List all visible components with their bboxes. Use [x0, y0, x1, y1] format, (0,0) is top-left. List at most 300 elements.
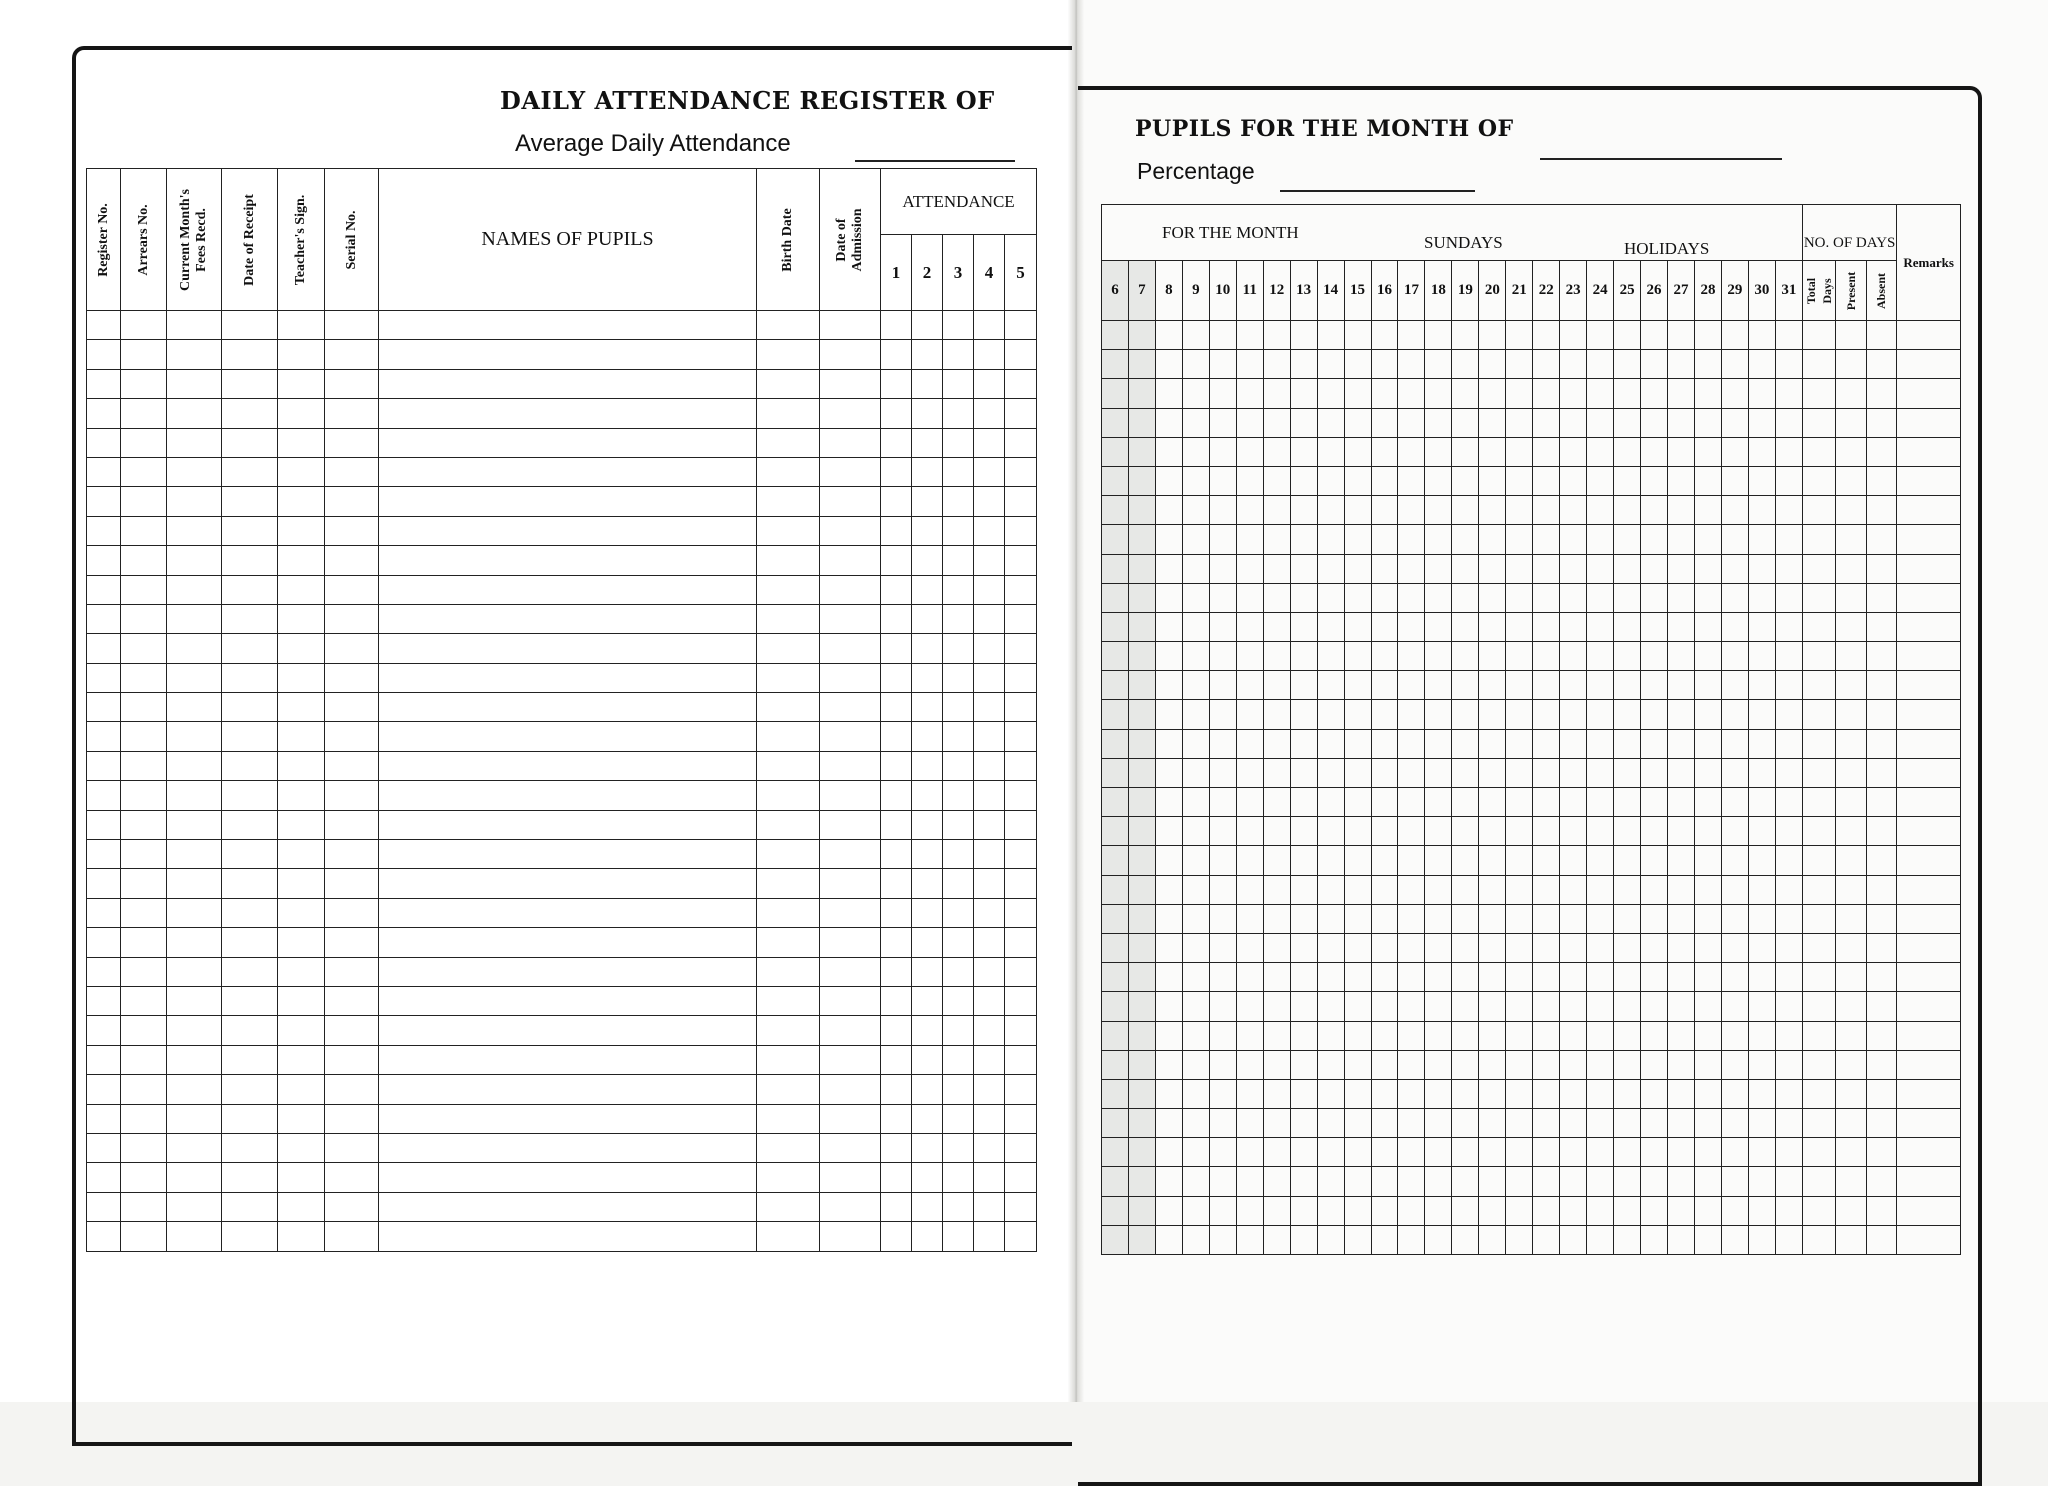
attendance-cell[interactable]	[1398, 642, 1425, 671]
attendance-cell[interactable]	[1209, 321, 1236, 350]
register-cell[interactable]	[1005, 722, 1037, 751]
register-cell[interactable]	[278, 663, 325, 692]
table-row[interactable]	[87, 457, 1037, 486]
attendance-cell[interactable]	[1155, 554, 1182, 583]
table-row[interactable]	[87, 1104, 1037, 1133]
attendance-cell[interactable]	[1182, 642, 1209, 671]
attendance-cell[interactable]	[1155, 788, 1182, 817]
register-cell[interactable]	[278, 840, 325, 869]
register-cell[interactable]	[278, 399, 325, 428]
register-cell[interactable]	[881, 1016, 912, 1045]
register-cell[interactable]	[379, 986, 757, 1015]
register-cell[interactable]	[121, 1016, 167, 1045]
attendance-cell[interactable]	[1344, 963, 1371, 992]
attendance-cell[interactable]	[1748, 1021, 1775, 1050]
attendance-cell[interactable]	[1668, 379, 1695, 408]
register-cell[interactable]	[278, 457, 325, 486]
attendance-cell[interactable]	[1694, 379, 1721, 408]
attendance-cell[interactable]	[1614, 729, 1641, 758]
attendance-cell[interactable]	[1425, 758, 1452, 787]
attendance-cell[interactable]	[1802, 992, 1835, 1021]
attendance-cell[interactable]	[1533, 875, 1560, 904]
attendance-cell[interactable]	[1614, 875, 1641, 904]
attendance-cell[interactable]	[1694, 408, 1721, 437]
register-cell[interactable]	[1005, 604, 1037, 633]
attendance-cell[interactable]	[1479, 437, 1506, 466]
register-cell[interactable]	[379, 1104, 757, 1133]
attendance-cell[interactable]	[1479, 1196, 1506, 1225]
attendance-cell[interactable]	[1344, 729, 1371, 758]
attendance-cell[interactable]	[1560, 1225, 1587, 1254]
attendance-cell[interactable]	[1897, 933, 1961, 962]
attendance-cell[interactable]	[1371, 700, 1398, 729]
register-cell[interactable]	[881, 634, 912, 663]
attendance-cell[interactable]	[1560, 1109, 1587, 1138]
attendance-cell[interactable]	[1236, 350, 1263, 379]
register-cell[interactable]	[278, 604, 325, 633]
attendance-cell[interactable]	[1614, 437, 1641, 466]
attendance-cell[interactable]	[1263, 904, 1290, 933]
attendance-cell[interactable]	[1102, 642, 1129, 671]
register-cell[interactable]	[87, 840, 121, 869]
attendance-cell[interactable]	[1128, 904, 1155, 933]
register-cell[interactable]	[222, 722, 278, 751]
register-cell[interactable]	[912, 634, 943, 663]
attendance-cell[interactable]	[1317, 817, 1344, 846]
attendance-cell[interactable]	[1835, 350, 1866, 379]
attendance-cell[interactable]	[1155, 321, 1182, 350]
attendance-cell[interactable]	[1641, 350, 1668, 379]
attendance-cell[interactable]	[1371, 583, 1398, 612]
attendance-cell[interactable]	[1641, 408, 1668, 437]
attendance-cell[interactable]	[1802, 466, 1835, 495]
attendance-cell[interactable]	[1102, 758, 1129, 787]
register-cell[interactable]	[757, 810, 820, 839]
register-cell[interactable]	[325, 1045, 379, 1074]
attendance-cell[interactable]	[1452, 1109, 1479, 1138]
register-cell[interactable]	[943, 928, 974, 957]
attendance-cell[interactable]	[1641, 525, 1668, 554]
register-cell[interactable]	[974, 810, 1005, 839]
register-cell[interactable]	[943, 898, 974, 927]
attendance-cell[interactable]	[1897, 1167, 1961, 1196]
attendance-cell[interactable]	[1897, 496, 1961, 525]
register-cell[interactable]	[222, 399, 278, 428]
attendance-cell[interactable]	[1263, 933, 1290, 962]
register-cell[interactable]	[820, 986, 881, 1015]
register-cell[interactable]	[222, 340, 278, 369]
register-cell[interactable]	[325, 1016, 379, 1045]
attendance-cell[interactable]	[1897, 788, 1961, 817]
attendance-cell[interactable]	[1128, 1021, 1155, 1050]
attendance-cell[interactable]	[1452, 1021, 1479, 1050]
attendance-cell[interactable]	[1182, 933, 1209, 962]
average-daily-attendance-blank[interactable]	[855, 160, 1015, 162]
register-cell[interactable]	[167, 781, 222, 810]
attendance-cell[interactable]	[1560, 496, 1587, 525]
attendance-cell[interactable]	[1479, 1138, 1506, 1167]
attendance-cell[interactable]	[1371, 437, 1398, 466]
attendance-cell[interactable]	[1614, 583, 1641, 612]
attendance-cell[interactable]	[1533, 729, 1560, 758]
register-cell[interactable]	[912, 1192, 943, 1221]
attendance-cell[interactable]	[1398, 992, 1425, 1021]
attendance-cell[interactable]	[1533, 408, 1560, 437]
table-row[interactable]	[87, 340, 1037, 369]
attendance-cell[interactable]	[1344, 1079, 1371, 1108]
attendance-cell[interactable]	[1344, 612, 1371, 641]
attendance-cell[interactable]	[1835, 1196, 1866, 1225]
attendance-cell[interactable]	[1668, 350, 1695, 379]
attendance-cell[interactable]	[1835, 525, 1866, 554]
register-cell[interactable]	[1005, 487, 1037, 516]
attendance-cell[interactable]	[1344, 817, 1371, 846]
register-cell[interactable]	[974, 340, 1005, 369]
table-row[interactable]	[87, 1192, 1037, 1221]
attendance-cell[interactable]	[1748, 992, 1775, 1021]
attendance-cell[interactable]	[1775, 933, 1802, 962]
attendance-cell[interactable]	[1775, 846, 1802, 875]
attendance-cell[interactable]	[1748, 379, 1775, 408]
register-cell[interactable]	[1005, 1045, 1037, 1074]
register-cell[interactable]	[820, 311, 881, 340]
attendance-cell[interactable]	[1587, 963, 1614, 992]
attendance-cell[interactable]	[1587, 642, 1614, 671]
attendance-cell[interactable]	[1866, 321, 1897, 350]
attendance-cell[interactable]	[1866, 846, 1897, 875]
attendance-cell[interactable]	[1102, 875, 1129, 904]
attendance-cell[interactable]	[1182, 466, 1209, 495]
attendance-cell[interactable]	[1425, 729, 1452, 758]
attendance-cell[interactable]	[1694, 1109, 1721, 1138]
register-cell[interactable]	[943, 781, 974, 810]
attendance-cell[interactable]	[1128, 437, 1155, 466]
attendance-cell[interactable]	[1748, 875, 1775, 904]
attendance-cell[interactable]	[1155, 496, 1182, 525]
attendance-cell[interactable]	[1614, 1138, 1641, 1167]
register-cell[interactable]	[943, 751, 974, 780]
attendance-cell[interactable]	[1317, 350, 1344, 379]
attendance-cell[interactable]	[1128, 963, 1155, 992]
register-cell[interactable]	[757, 487, 820, 516]
attendance-cell[interactable]	[1721, 846, 1748, 875]
attendance-cell[interactable]	[1317, 1050, 1344, 1079]
register-cell[interactable]	[379, 1133, 757, 1162]
attendance-cell[interactable]	[1835, 788, 1866, 817]
attendance-cell[interactable]	[1425, 788, 1452, 817]
register-cell[interactable]	[881, 1192, 912, 1221]
attendance-cell[interactable]	[1209, 1050, 1236, 1079]
attendance-cell[interactable]	[1748, 1079, 1775, 1108]
attendance-cell[interactable]	[1317, 525, 1344, 554]
attendance-cell[interactable]	[1897, 437, 1961, 466]
register-cell[interactable]	[379, 781, 757, 810]
attendance-cell[interactable]	[1479, 1021, 1506, 1050]
attendance-cell[interactable]	[1560, 437, 1587, 466]
register-cell[interactable]	[757, 340, 820, 369]
attendance-cell[interactable]	[1263, 496, 1290, 525]
register-cell[interactable]	[912, 311, 943, 340]
attendance-cell[interactable]	[1560, 1079, 1587, 1108]
attendance-cell[interactable]	[1452, 729, 1479, 758]
register-cell[interactable]	[943, 1222, 974, 1251]
register-cell[interactable]	[912, 751, 943, 780]
attendance-cell[interactable]	[1290, 875, 1317, 904]
register-cell[interactable]	[222, 1045, 278, 1074]
attendance-cell[interactable]	[1614, 642, 1641, 671]
attendance-cell[interactable]	[1587, 379, 1614, 408]
attendance-cell[interactable]	[1560, 379, 1587, 408]
attendance-cell[interactable]	[1344, 1167, 1371, 1196]
register-cell[interactable]	[222, 428, 278, 457]
attendance-cell[interactable]	[1802, 846, 1835, 875]
attendance-cell[interactable]	[1371, 729, 1398, 758]
register-cell[interactable]	[1005, 810, 1037, 839]
attendance-cell[interactable]	[1425, 1021, 1452, 1050]
attendance-cell[interactable]	[1802, 1109, 1835, 1138]
register-cell[interactable]	[87, 693, 121, 722]
register-cell[interactable]	[121, 986, 167, 1015]
attendance-cell[interactable]	[1398, 379, 1425, 408]
table-row[interactable]	[87, 869, 1037, 898]
attendance-cell[interactable]	[1533, 1196, 1560, 1225]
attendance-cell[interactable]	[1721, 671, 1748, 700]
register-cell[interactable]	[325, 781, 379, 810]
attendance-cell[interactable]	[1802, 583, 1835, 612]
register-cell[interactable]	[974, 693, 1005, 722]
attendance-cell[interactable]	[1371, 466, 1398, 495]
register-cell[interactable]	[912, 693, 943, 722]
attendance-cell[interactable]	[1866, 963, 1897, 992]
attendance-cell[interactable]	[1897, 1225, 1961, 1254]
attendance-cell[interactable]	[1775, 321, 1802, 350]
attendance-cell[interactable]	[1835, 992, 1866, 1021]
table-row[interactable]	[1102, 525, 1961, 554]
register-cell[interactable]	[167, 1192, 222, 1221]
register-cell[interactable]	[379, 1222, 757, 1251]
attendance-cell[interactable]	[1668, 554, 1695, 583]
attendance-cell[interactable]	[1802, 729, 1835, 758]
register-cell[interactable]	[87, 487, 121, 516]
attendance-cell[interactable]	[1155, 612, 1182, 641]
register-cell[interactable]	[379, 1016, 757, 1045]
register-cell[interactable]	[278, 369, 325, 398]
attendance-cell[interactable]	[1506, 671, 1533, 700]
table-row[interactable]	[1102, 788, 1961, 817]
register-cell[interactable]	[757, 1016, 820, 1045]
attendance-cell[interactable]	[1748, 758, 1775, 787]
attendance-cell[interactable]	[1721, 1050, 1748, 1079]
register-cell[interactable]	[820, 634, 881, 663]
attendance-cell[interactable]	[1236, 642, 1263, 671]
register-cell[interactable]	[912, 986, 943, 1015]
attendance-cell[interactable]	[1533, 1079, 1560, 1108]
attendance-cell[interactable]	[1560, 788, 1587, 817]
attendance-cell[interactable]	[1371, 525, 1398, 554]
register-cell[interactable]	[881, 399, 912, 428]
table-row[interactable]	[1102, 1021, 1961, 1050]
attendance-cell[interactable]	[1155, 992, 1182, 1021]
register-cell[interactable]	[325, 487, 379, 516]
attendance-cell[interactable]	[1721, 992, 1748, 1021]
register-cell[interactable]	[87, 1133, 121, 1162]
attendance-cell[interactable]	[1748, 700, 1775, 729]
attendance-cell[interactable]	[1344, 642, 1371, 671]
register-cell[interactable]	[222, 634, 278, 663]
attendance-cell[interactable]	[1128, 817, 1155, 846]
attendance-cell[interactable]	[1102, 963, 1129, 992]
register-cell[interactable]	[1005, 340, 1037, 369]
register-cell[interactable]	[87, 1163, 121, 1192]
register-cell[interactable]	[87, 1016, 121, 1045]
attendance-cell[interactable]	[1802, 1167, 1835, 1196]
attendance-cell[interactable]	[1694, 992, 1721, 1021]
register-cell[interactable]	[943, 546, 974, 575]
attendance-cell[interactable]	[1668, 875, 1695, 904]
register-cell[interactable]	[1005, 457, 1037, 486]
attendance-cell[interactable]	[1209, 525, 1236, 554]
attendance-cell[interactable]	[1866, 1225, 1897, 1254]
attendance-cell[interactable]	[1694, 933, 1721, 962]
table-row[interactable]	[87, 546, 1037, 575]
attendance-cell[interactable]	[1560, 963, 1587, 992]
register-cell[interactable]	[943, 604, 974, 633]
register-cell[interactable]	[943, 663, 974, 692]
attendance-cell[interactable]	[1721, 1138, 1748, 1167]
attendance-cell[interactable]	[1641, 788, 1668, 817]
attendance-cell[interactable]	[1835, 1167, 1866, 1196]
table-row[interactable]	[87, 428, 1037, 457]
attendance-cell[interactable]	[1694, 963, 1721, 992]
attendance-cell[interactable]	[1209, 350, 1236, 379]
attendance-cell[interactable]	[1802, 350, 1835, 379]
attendance-cell[interactable]	[1897, 700, 1961, 729]
register-cell[interactable]	[912, 1104, 943, 1133]
register-cell[interactable]	[974, 751, 1005, 780]
attendance-cell[interactable]	[1668, 904, 1695, 933]
attendance-cell[interactable]	[1263, 408, 1290, 437]
attendance-cell[interactable]	[1614, 408, 1641, 437]
attendance-cell[interactable]	[1263, 1138, 1290, 1167]
register-cell[interactable]	[757, 840, 820, 869]
table-row[interactable]	[1102, 466, 1961, 495]
attendance-cell[interactable]	[1721, 700, 1748, 729]
attendance-cell[interactable]	[1721, 466, 1748, 495]
register-cell[interactable]	[757, 575, 820, 604]
register-cell[interactable]	[1005, 693, 1037, 722]
register-cell[interactable]	[121, 487, 167, 516]
attendance-cell[interactable]	[1102, 321, 1129, 350]
attendance-cell[interactable]	[1102, 379, 1129, 408]
attendance-cell[interactable]	[1236, 817, 1263, 846]
attendance-cell[interactable]	[1587, 1167, 1614, 1196]
attendance-cell[interactable]	[1748, 350, 1775, 379]
attendance-cell[interactable]	[1344, 437, 1371, 466]
attendance-cell[interactable]	[1425, 466, 1452, 495]
attendance-cell[interactable]	[1587, 466, 1614, 495]
attendance-cell[interactable]	[1721, 408, 1748, 437]
attendance-cell[interactable]	[1641, 321, 1668, 350]
register-cell[interactable]	[379, 663, 757, 692]
attendance-cell[interactable]	[1668, 671, 1695, 700]
attendance-cell[interactable]	[1425, 642, 1452, 671]
attendance-cell[interactable]	[1641, 904, 1668, 933]
attendance-cell[interactable]	[1398, 437, 1425, 466]
attendance-cell[interactable]	[1371, 321, 1398, 350]
attendance-cell[interactable]	[1587, 1021, 1614, 1050]
register-cell[interactable]	[325, 546, 379, 575]
register-cell[interactable]	[325, 457, 379, 486]
attendance-cell[interactable]	[1236, 846, 1263, 875]
attendance-cell[interactable]	[1317, 554, 1344, 583]
attendance-cell[interactable]	[1317, 466, 1344, 495]
register-cell[interactable]	[121, 869, 167, 898]
attendance-cell[interactable]	[1641, 554, 1668, 583]
attendance-cell[interactable]	[1371, 1050, 1398, 1079]
register-cell[interactable]	[974, 663, 1005, 692]
attendance-cell[interactable]	[1748, 408, 1775, 437]
attendance-cell[interactable]	[1398, 1138, 1425, 1167]
attendance-cell[interactable]	[1775, 1079, 1802, 1108]
register-cell[interactable]	[379, 340, 757, 369]
register-cell[interactable]	[278, 1016, 325, 1045]
attendance-cell[interactable]	[1398, 525, 1425, 554]
register-cell[interactable]	[87, 869, 121, 898]
attendance-cell[interactable]	[1587, 408, 1614, 437]
attendance-cell[interactable]	[1479, 1225, 1506, 1254]
attendance-cell[interactable]	[1866, 1196, 1897, 1225]
attendance-cell[interactable]	[1668, 1050, 1695, 1079]
register-cell[interactable]	[325, 928, 379, 957]
attendance-cell[interactable]	[1102, 933, 1129, 962]
register-cell[interactable]	[881, 1133, 912, 1162]
attendance-cell[interactable]	[1614, 1225, 1641, 1254]
attendance-cell[interactable]	[1155, 1050, 1182, 1079]
attendance-cell[interactable]	[1668, 758, 1695, 787]
attendance-cell[interactable]	[1694, 700, 1721, 729]
attendance-cell[interactable]	[1479, 875, 1506, 904]
attendance-cell[interactable]	[1748, 1050, 1775, 1079]
attendance-cell[interactable]	[1748, 963, 1775, 992]
attendance-cell[interactable]	[1775, 671, 1802, 700]
attendance-cell[interactable]	[1835, 1021, 1866, 1050]
register-cell[interactable]	[820, 1133, 881, 1162]
attendance-cell[interactable]	[1835, 671, 1866, 700]
register-cell[interactable]	[167, 399, 222, 428]
attendance-cell[interactable]	[1506, 729, 1533, 758]
register-cell[interactable]	[222, 516, 278, 545]
attendance-cell[interactable]	[1835, 846, 1866, 875]
register-cell[interactable]	[121, 693, 167, 722]
attendance-cell[interactable]	[1263, 788, 1290, 817]
register-cell[interactable]	[325, 986, 379, 1015]
attendance-cell[interactable]	[1102, 554, 1129, 583]
attendance-cell[interactable]	[1560, 350, 1587, 379]
attendance-cell[interactable]	[1182, 612, 1209, 641]
attendance-cell[interactable]	[1398, 963, 1425, 992]
register-cell[interactable]	[121, 634, 167, 663]
attendance-cell[interactable]	[1506, 1196, 1533, 1225]
attendance-cell[interactable]	[1775, 466, 1802, 495]
register-cell[interactable]	[278, 428, 325, 457]
attendance-cell[interactable]	[1128, 1138, 1155, 1167]
attendance-cell[interactable]	[1506, 788, 1533, 817]
attendance-cell[interactable]	[1155, 729, 1182, 758]
register-cell[interactable]	[974, 516, 1005, 545]
register-cell[interactable]	[121, 898, 167, 927]
attendance-cell[interactable]	[1802, 1050, 1835, 1079]
register-cell[interactable]	[222, 986, 278, 1015]
